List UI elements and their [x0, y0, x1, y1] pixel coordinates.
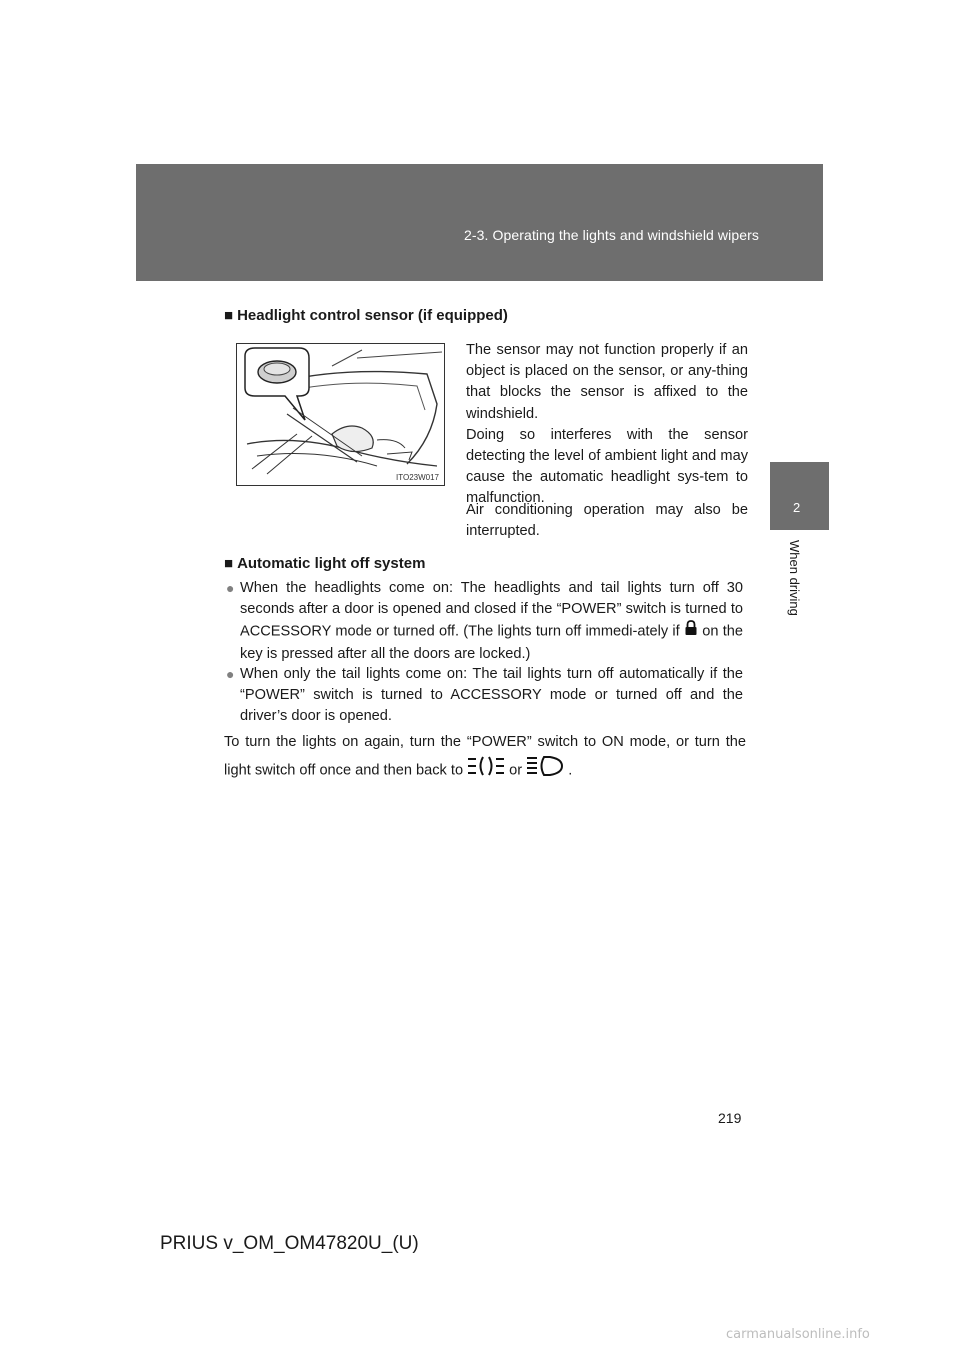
sensor-illustration [236, 343, 445, 486]
closing-text-a: To turn the lights on again, turn the “POWER” switch to ON mode, or turn the light switch off once and then back to [224, 734, 746, 779]
section-title: 2-3. Operating the lights and windshield wipers [464, 227, 759, 243]
windshield-sensor-icon [237, 344, 444, 485]
heading-text: Automatic light off system [237, 555, 426, 572]
chapter-label: When driving [787, 540, 802, 616]
sensor-paragraph-1 [466, 340, 748, 510]
auto-off-item-2 [226, 664, 743, 728]
item-1-text-a: When the headlights come on: The headlights and tail lights turn off 30 seconds after a door is opened and closed if the “POWER” switch is turned to ACCESSORY mode or turned off. (The lights turn off immedi-ately if [240, 580, 743, 640]
closing-end: . [564, 762, 573, 779]
sensor-text-b: Doing so interferes with the sensor detecting the level of ambient light and may cause the automatic headlight sys-tem to malfunction. [466, 426, 748, 507]
bullet-dot: ● [226, 666, 235, 682]
square-bullet: ■ [224, 555, 234, 572]
headlight-icon [526, 755, 564, 786]
model-code: PRIUS v_OM_OM47820U_(U) [160, 1233, 419, 1254]
illustration-code: ITO23W017 [396, 473, 439, 482]
chapter-tab [770, 462, 829, 530]
bullet-dot: ● [226, 580, 235, 596]
closing-or: or [505, 762, 527, 779]
tail-light-icon [467, 755, 505, 786]
lock-icon [684, 620, 698, 643]
item-2-text: When only the tail lights come on: The tail lights turn off automatically if the “POWER” switch is turned to ACCESSORY mode or turned off and the driver’s door is opened. [240, 666, 743, 725]
header-bar [136, 164, 823, 281]
headlight-sensor-heading [224, 307, 508, 324]
item-1-text-b: on the key is pressed after all the doors are locked.) [240, 623, 744, 662]
auto-off-heading [224, 555, 425, 572]
sensor-paragraph-2: Air conditioning operation may also be interrupted. [466, 502, 748, 540]
auto-off-item-1 [226, 578, 744, 665]
square-bullet: ■ [224, 307, 234, 324]
watermark: carmanualsonline.info [726, 1327, 870, 1342]
closing-paragraph [224, 729, 746, 786]
heading-text: Headlight control sensor (if equipped) [237, 307, 508, 324]
chapter-number: 2 [793, 500, 801, 515]
page-number: 219 [718, 1110, 742, 1126]
sensor-text-a: The sensor may not function properly if an object is placed on the sensor, or any-thing that blocks the sensor is affixed to the windshield. [466, 342, 748, 422]
